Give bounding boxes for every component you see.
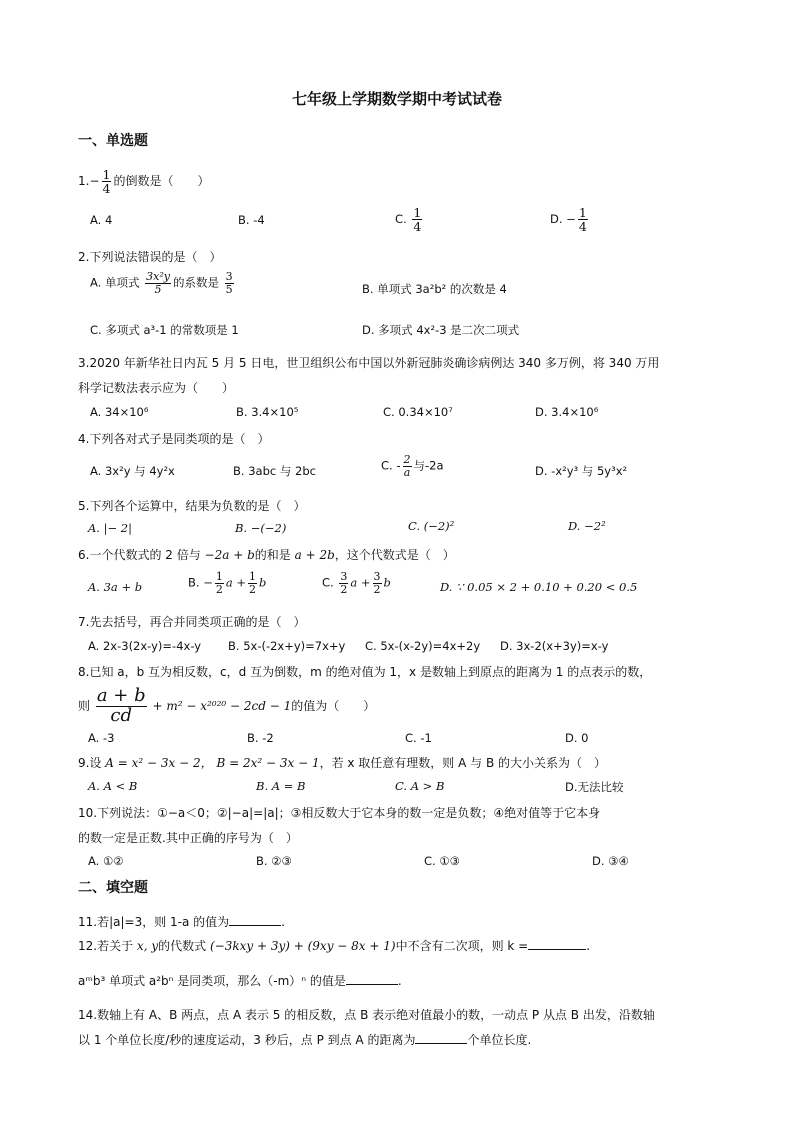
question-9-stem: 9.设 A = x² − 3x − 2， B = 2x² − 3x − 1，若 x 取任意有理数，则 A 与 B 的大小关系为（ ）: [78, 756, 607, 770]
answer-blank[interactable]: [229, 913, 281, 926]
question-3-line-2: 科学记数法表示应为（ ）: [78, 381, 235, 395]
q6-option-d[interactable]: D. ∵ 0.05 × 2 + 0.10 + 0.20 < 0.5: [440, 580, 638, 594]
q2-option-d[interactable]: D. 多项式 4x²-3 是二次二项式: [362, 323, 520, 337]
question-13: aᵐb³ 单项式 a²bⁿ 是同类项，那么（-m）ⁿ 的值是 .: [78, 974, 402, 988]
answer-blank[interactable]: [415, 1031, 467, 1044]
q2-option-b[interactable]: B. 单项式 3a²b² 的次数是 4: [362, 282, 507, 296]
q9-option-d[interactable]: D.无法比较: [565, 780, 624, 794]
q3-option-d[interactable]: D. 3.4×10⁶: [535, 405, 599, 419]
q5-option-a[interactable]: A. |− 2|: [88, 521, 132, 535]
question-7-stem: 7.先去括号，再合并同类项正确的是（ ）: [78, 615, 306, 629]
q9-option-c[interactable]: C. A > B: [395, 779, 445, 793]
answer-blank[interactable]: [528, 937, 586, 950]
q6-option-c[interactable]: C. $\frac{3}{2}$ a + $\frac{3}{2}$ b: [322, 570, 391, 596]
question-10-line-1: 10.下列说法：①−a＜0；②|−a|=|a|；③相反数大于它本身的数一定是负数；④绝对值等于它本身: [78, 806, 601, 820]
q1-option-d[interactable]: D. − $\frac{1}{4}$: [550, 205, 587, 235]
q6-option-a[interactable]: A. 3a + b: [88, 580, 143, 594]
q8-option-d[interactable]: D. 0: [565, 731, 589, 745]
question-10-line-2: 的数一定是正数.其中正确的序号为（ ）: [78, 831, 298, 845]
q3-option-b[interactable]: B. 3.4×10⁵: [236, 405, 299, 419]
q8-option-a[interactable]: A. -3: [88, 731, 115, 745]
q9-option-b[interactable]: B. A = B: [256, 779, 306, 793]
q1-option-c[interactable]: C. $\frac{1}{4}$: [395, 205, 422, 235]
q3-option-a[interactable]: A. 34×10⁶: [90, 405, 149, 419]
q4-option-c[interactable]: C. - $\frac{2}{a}$ 与-2a: [381, 453, 444, 479]
q8-option-c[interactable]: C. -1: [405, 731, 432, 745]
q4-option-a[interactable]: A. 3x²y 与 4y²x: [90, 464, 175, 478]
section-heading-fill-in: 二、填空题: [78, 880, 148, 896]
fraction-one-quarter: $\frac{1}{4}$: [102, 167, 111, 197]
question-2-stem: 2.下列说法错误的是（ ）: [78, 250, 222, 264]
question-11: 11.若|a|=3，则 1-a 的值为 .: [78, 915, 285, 929]
q10-option-a[interactable]: A. ①②: [88, 854, 124, 868]
q2-option-a[interactable]: A. 单项式 $\frac{\text{3x²y}}{5}$ 的系数是 $\frac{3}{5}$: [90, 270, 233, 296]
question-1-stem: [78, 168, 209, 195]
answer-blank[interactable]: [346, 972, 398, 985]
page-title: 七年级上学期数学期中考试试卷: [291, 90, 502, 108]
q7-option-b[interactable]: B. 5x-(-2x+y)=7x+y: [228, 639, 346, 653]
question-14-line-2: 以 1 个单位长度/秒的速度运动，3 秒后，点 P 到点 A 的距离为 个单位长度.: [78, 1033, 532, 1047]
q1-option-a[interactable]: A. 4: [90, 213, 113, 227]
q5-option-b[interactable]: B. −(−2): [235, 521, 287, 535]
q5-option-c[interactable]: C. (−2)²: [408, 519, 455, 533]
q5-option-d[interactable]: D. −2²: [568, 519, 606, 533]
question-text: 的倒数是（ ）: [113, 174, 210, 189]
question-5-stem: 5.下列各个运算中，结果为负数的是（ ）: [78, 499, 306, 513]
question-8-line-1: 8.已知 a，b 互为相反数，c，d 互为倒数，m 的绝对值为 1，x 是数轴上到原点的距离为 1 的点表示的数，: [78, 665, 652, 679]
q4-option-d[interactable]: D. -x²y³ 与 5y³x²: [535, 464, 628, 478]
q6-option-b[interactable]: B. − $\frac{1}{2}$ a + $\frac{1}{2}$ b: [188, 570, 267, 596]
q4-option-b[interactable]: B. 3abc 与 2bc: [233, 464, 316, 478]
question-number: 1.: [78, 174, 90, 189]
q1-option-b[interactable]: B. -4: [238, 213, 265, 227]
question-14-line-1: 14.数轴上有 A、B 两点，点 A 表示 5 的相反数，点 B 表示绝对值最小的数，一动点 P 从点 B 出发，沿数轴: [78, 1008, 655, 1022]
q7-option-a[interactable]: A. 2x-3(2x-y)=-4x-y: [88, 639, 202, 653]
question-6-stem: 6.一个代数式的 2 倍与 −2a + b的和是 a + 2b，这个代数式是（ ）: [78, 548, 455, 562]
question-12: 12.若关于 x, y的代数式 (−3kxy + 3y) + (9xy − 8x + 1)中不含有二次项，则 k = .: [78, 939, 591, 953]
section-heading-single-choice: 一、单选题: [78, 133, 148, 149]
q9-option-a[interactable]: A. A < B: [88, 779, 138, 793]
minus-sign: −: [89, 174, 100, 189]
question-8-line-2: 则 $\frac{a + b}{cd}$ + m² − x²⁰²⁰ − 2cd − 1的值为（ ）: [78, 685, 376, 726]
q7-option-c[interactable]: C. 5x-(x-2y)=4x+2y: [365, 639, 481, 653]
question-4-stem: 4.下列各对式子是同类项的是（ ）: [78, 432, 270, 446]
q10-option-c[interactable]: C. ①③: [424, 854, 460, 868]
q10-option-b[interactable]: B. ②③: [256, 854, 292, 868]
question-3-line-1: 3.2020 年新华社日内瓦 5 月 5 日电，世卫组织公布中国以外新冠肺炎确诊病例达 340 多万例，将 340 万用: [78, 356, 660, 370]
q2-option-c[interactable]: C. 多项式 a³-1 的常数项是 1: [90, 323, 239, 337]
q7-option-d[interactable]: D. 3x-2(x+3y)=x-y: [500, 639, 609, 653]
q3-option-c[interactable]: C. 0.34×10⁷: [383, 405, 453, 419]
q10-option-d[interactable]: D. ③④: [592, 854, 629, 868]
q8-option-b[interactable]: B. -2: [247, 731, 274, 745]
